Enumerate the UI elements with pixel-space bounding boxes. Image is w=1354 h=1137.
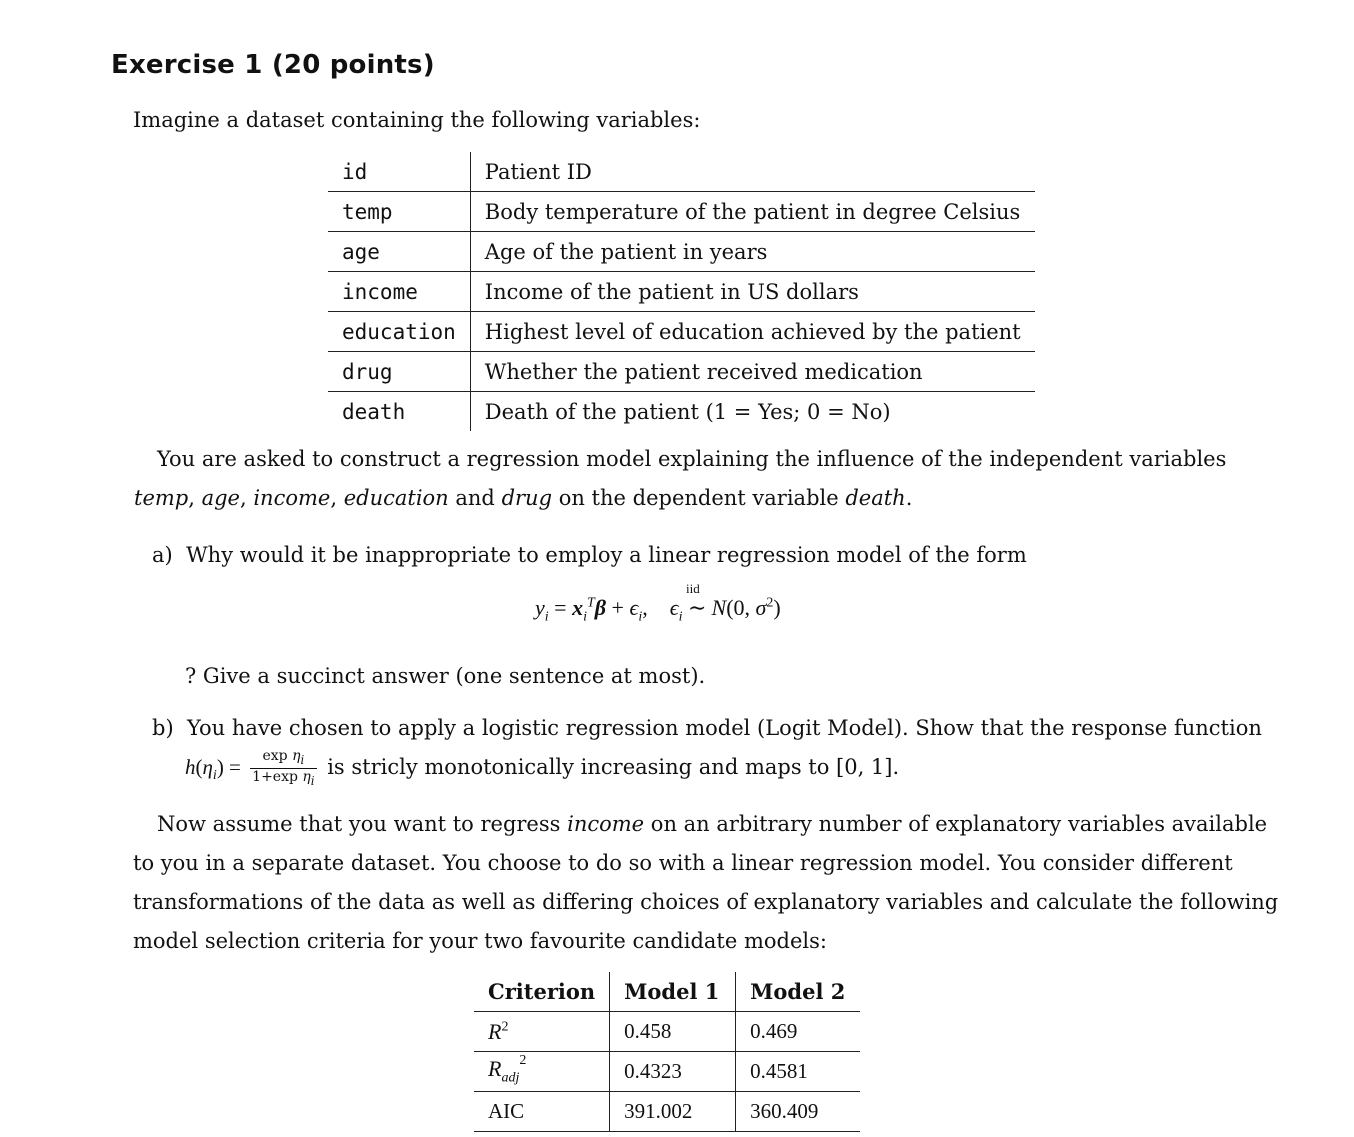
part-b-text: You have chosen to apply a logistic regression model (Logit Model). Show that the response function [187,716,1262,740]
variable-description: Age of the patient in years [470,232,1034,272]
variable-name: age [328,232,470,272]
table-row [328,312,1035,352]
task-var: drug [501,486,553,510]
model-selection-table [474,972,860,1132]
task-on: on the dependent variable [558,486,839,510]
task-line-2: temp, age, income, education and drug on the dependent variable death. [134,486,913,510]
task-var: temp [134,486,189,510]
column-header: Model 1 [610,972,736,1012]
variable-description: Whether the patient received medication [470,352,1034,392]
task-var: age [201,486,240,510]
task-var: education [343,486,449,510]
variable-name: temp [328,192,470,232]
part-b-line-2: $h(\eta_i)$ = $\frac{\exp \eta_i}{1+\exp \eta_i}$ is stricly monotonically increasing and maps to [0, 1]. [185,748,900,788]
part-b-label: b) [152,716,174,740]
part-a-text: Why would it be inappropriate to employ a linear regression model of the form [186,543,1027,567]
variable-description: Patient ID [484,159,592,184]
part-a-follow-up: ? Give a succinct answer (one sentence at most). [185,664,706,688]
criterion-r-squared: $R^2$ [474,1012,610,1052]
model1-value: 391.002 [610,1092,736,1132]
column-header: Criterion [474,972,610,1012]
variable-name: drug [328,352,470,392]
income-var: income [567,812,645,836]
task-var: income [253,486,331,510]
table-row [474,1092,860,1132]
income-paragraph-line-1 [157,805,1267,844]
variable-description: Highest level of education achieved by the patient [470,312,1034,352]
variable-name: id [328,152,470,192]
response-function-fraction: $\frac{\exp \eta_i}{1+\exp \eta_i}$ [252,748,315,788]
variable-description: Body temperature of the patient in degree Celsius [470,192,1034,232]
model1-value: 0.4323 [610,1052,736,1092]
column-header: Model 2 [750,979,846,1004]
intro-text: Imagine a dataset containing the following variables: [133,108,701,132]
model2-value: 0.4581 [736,1052,861,1092]
variable-description: Income of the patient in US dollars [470,272,1034,312]
part-a-label: a) [152,543,173,567]
variables-table [328,152,1035,431]
table-row [328,392,1035,432]
table-row [328,152,1035,192]
income-paragraph-line-2: to you in a separate dataset. You choose to do so with a linear regression model. You consider different [133,851,1233,875]
criterion-adjusted-r-squared: $R_{adj}^2$ [474,1052,610,1092]
variable-name: income [328,272,470,312]
task-dependent: death [845,486,906,510]
table-row [474,1052,860,1092]
variable-name: education [328,312,470,352]
part-a-question [152,536,1027,575]
variable-description: Death of the patient (1 = Yes; 0 = No) [470,392,1034,432]
income-paragraph-line-3: transformations of the data as well as differing choices of explanatory variables and calculate the following [133,890,1279,914]
model2-value: 360.409 [736,1092,861,1132]
income-line1-post: on an arbitrary number of explanatory variables available [650,812,1268,836]
table-row [328,272,1035,312]
task-and: and [455,486,495,510]
exercise-heading: Exercise 1 (20 points) [111,50,435,80]
income-line1-pre: Now assume that you want to regress [157,812,561,836]
criterion-aic: AIC [474,1092,610,1132]
table-row [328,232,1035,272]
linear-model-equation: $y_i = x_i^T\beta + \epsilon_i$, $\epsilon_i$ iid ∼ N(0, $\sigma^2$) [535,581,781,625]
task-line-1: You are asked to construct a regression model explaining the influence of the independent variables [157,447,1227,471]
variable-name: death [328,392,470,432]
income-paragraph-line-4: model selection criteria for your two favourite candidate models: [133,929,827,953]
table-row [328,192,1035,232]
model2-value: 0.469 [736,1012,861,1052]
part-b-question [152,709,1262,748]
model1-value: 0.458 [610,1012,736,1052]
table-row [474,1012,860,1052]
part-b-text-2: is stricly monotonically increasing and maps to [0, 1]. [327,755,900,779]
table-header-row [474,972,860,1012]
table-row [328,352,1035,392]
